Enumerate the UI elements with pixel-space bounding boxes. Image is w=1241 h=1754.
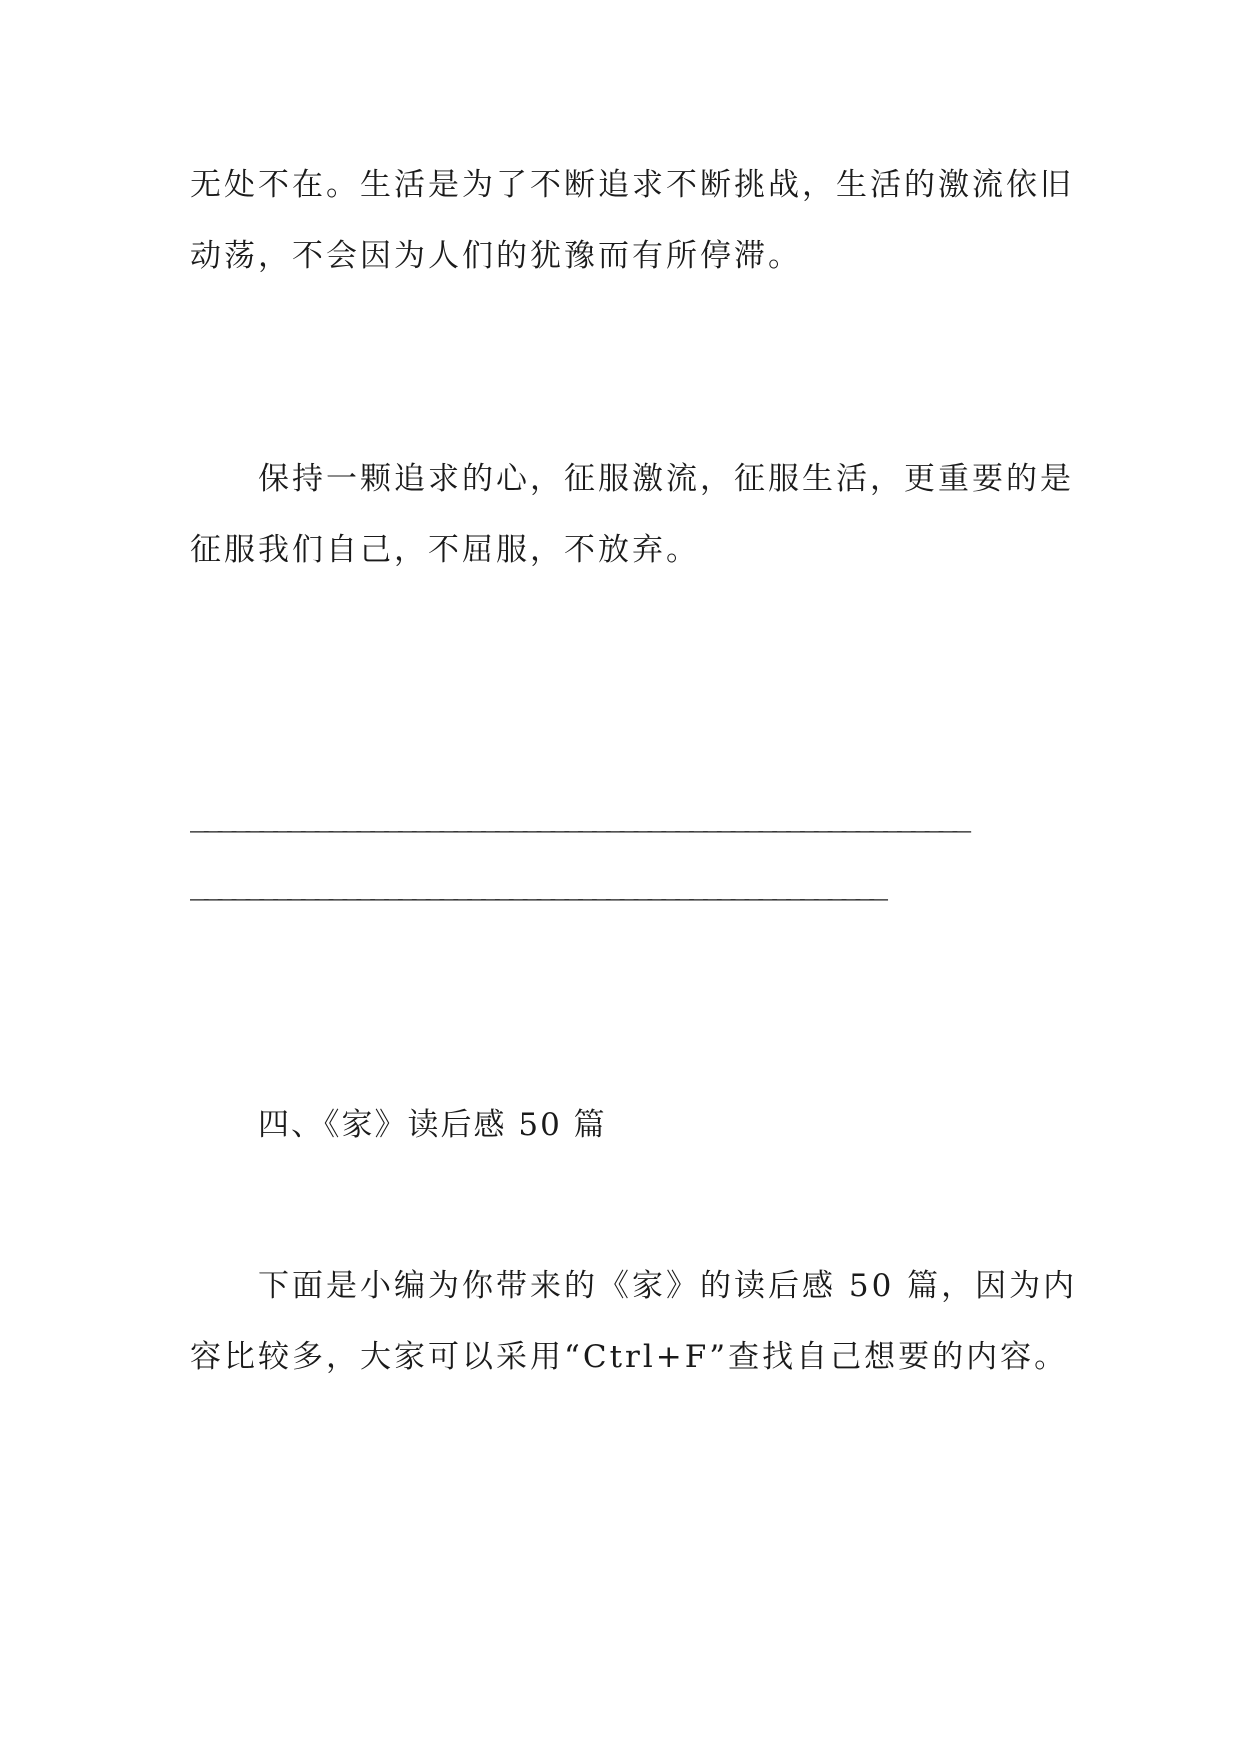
paragraph-3 (190, 1251, 1078, 1393)
separator-line-2: __________________________________________________ (190, 865, 884, 901)
paragraph-2 (190, 444, 1074, 586)
section-heading: 四、《家》读后感 50 篇 (258, 1107, 607, 1143)
paragraph-2-line-1: 保持一颗追求的心，征服激流，征服生活，更重要的是 (258, 461, 1074, 497)
paragraph-3-line-2: 容比较多，大家可以采用“Ctrl+F”查找自己想要的内容。 (190, 1339, 1069, 1375)
paragraph-1 (190, 150, 1074, 292)
paragraph-2-line-2: 征服我们自己，不屈服，不放弃。 (190, 532, 700, 568)
paragraph-1-line-1: 无处不在。生活是为了不断追求不断挑战，生活的激流依旧 (190, 167, 1074, 203)
paragraph-1-line-2: 动荡，不会因为人们的犹豫而有所停滞。 (190, 238, 802, 274)
paragraph-3-line-1: 下面是小编为你带来的《家》的读后感 50 篇，因为内 (258, 1268, 1078, 1304)
separator-line-1: ________________________________________________________ (190, 797, 967, 833)
